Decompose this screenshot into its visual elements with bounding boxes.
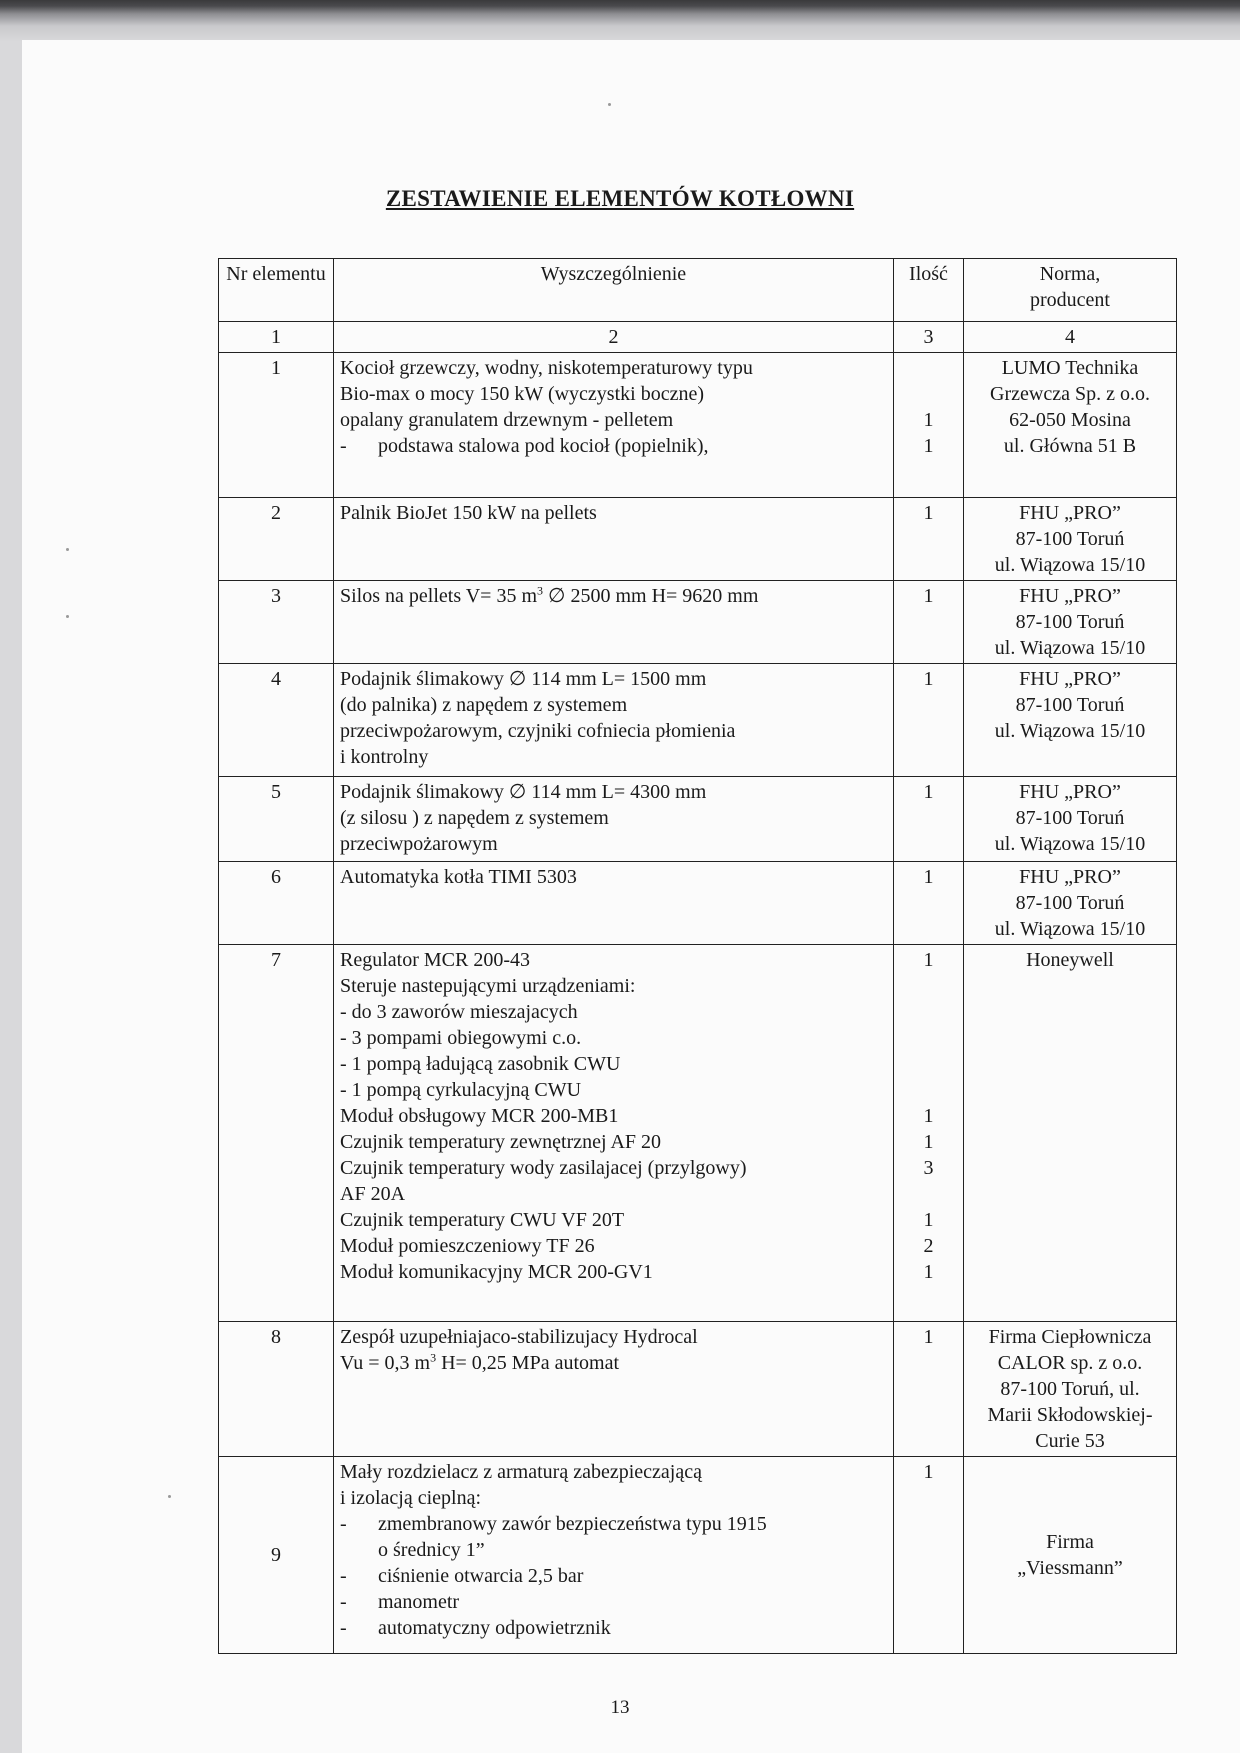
row-description: Podajnik ślimakowy ∅ 114 mm L= 1500 mm (do palnika) z napędem z systemem przeciwpożarowym, czyjniki cofniecia płomienia i kontrolny bbox=[334, 664, 894, 777]
table-row bbox=[219, 862, 1177, 945]
row-quantity: 1 bbox=[894, 664, 964, 777]
row-description: Kocioł grzewczy, wodny, niskotemperaturowy typu Bio-max o mocy 150 kW (wyczystki boczne) opalany granulatem drzewnym - pelletem - podstawa stalowa pod kocioł (popielnik), bbox=[334, 353, 894, 498]
row-quantity: 1 1 bbox=[894, 353, 964, 498]
row-producer: Firma Ciepłownicza CALOR sp. z o.o. 87-100 Toruń, ul. Marii Skłodowskiej- Curie 53 bbox=[964, 1322, 1177, 1457]
table-row bbox=[219, 581, 1177, 664]
table-row bbox=[219, 664, 1177, 777]
header-nr: Nr elementu bbox=[219, 259, 334, 322]
row-number: 5 bbox=[219, 777, 334, 862]
row-quantity: 1 bbox=[894, 498, 964, 581]
header-description: Wyszczególnienie bbox=[334, 259, 894, 322]
table-row bbox=[219, 1322, 1177, 1457]
page-number: 13 bbox=[610, 1697, 630, 1718]
table-header-row bbox=[219, 259, 1177, 322]
row-producer: FHU „PRO” 87-100 Toruń ul. Wiązowa 15/10 bbox=[964, 664, 1177, 777]
row-producer: FHU „PRO” 87-100 Toruń ul. Wiązowa 15/10 bbox=[964, 777, 1177, 862]
row-quantity: 1 bbox=[894, 777, 964, 862]
row-description: Palnik BioJet 150 kW na pellets bbox=[334, 498, 894, 581]
row-quantity: 1 bbox=[894, 1322, 964, 1457]
row-producer: FHU „PRO” 87-100 Toruń ul. Wiązowa 15/10 bbox=[964, 498, 1177, 581]
row-quantity: 1 bbox=[894, 862, 964, 945]
column-number: 1 bbox=[219, 322, 334, 353]
column-number-row bbox=[219, 322, 1177, 353]
components-table bbox=[218, 258, 1177, 1654]
table-row bbox=[219, 1457, 1177, 1654]
row-quantity: 1 bbox=[894, 581, 964, 664]
scan-speck bbox=[66, 615, 69, 618]
row-producer: Firma „Viessmann” bbox=[964, 1457, 1177, 1654]
row-producer: Honeywell bbox=[964, 945, 1177, 1322]
document-title: ZESTAWIENIE ELEMENTÓW KOTŁOWNI bbox=[385, 186, 855, 211]
row-quantity: 1 1 1 3 1 2 1 bbox=[894, 945, 964, 1322]
row-description: Podajnik ślimakowy ∅ 114 mm L= 4300 mm (z silosu ) z napędem z systemem przeciwpożarowym bbox=[334, 777, 894, 862]
row-number: 9 bbox=[219, 1457, 334, 1654]
row-producer: FHU „PRO” 87-100 Toruń ul. Wiązowa 15/10 bbox=[964, 862, 1177, 945]
row-description: Zespół uzupełniajaco-stabilizujacy Hydrocal Vu = 0,3 $m^3$ H= 0,25 MPa automat bbox=[334, 1322, 894, 1457]
scanner-edge bbox=[0, 0, 1240, 42]
table-row bbox=[219, 353, 1177, 498]
column-number: 4 bbox=[964, 322, 1177, 353]
row-number: 3 bbox=[219, 581, 334, 664]
row-description: Mały rozdzielacz z armaturą zabezpieczającą i izolacją cieplną: - zmembranowy zawór bezpieczeństwa typu 1915 o średnicy 1” - ciśnienie otwarcia 2,5 bar - manometr - automatyczny odpowietrznik bbox=[334, 1457, 894, 1654]
row-description: Automatyka kotła TIMI 5303 bbox=[334, 862, 894, 945]
scan-speck bbox=[168, 1495, 171, 1498]
table-row bbox=[219, 498, 1177, 581]
header-quantity: Ilość bbox=[894, 259, 964, 322]
row-quantity: 1 bbox=[894, 1457, 964, 1654]
scan-speck bbox=[66, 548, 69, 551]
table-row bbox=[219, 945, 1177, 1322]
row-number: 8 bbox=[219, 1322, 334, 1457]
row-description: Silos na pellets V= 35 $m^3$ ∅ 2500 mm H= 9620 mm bbox=[334, 581, 894, 664]
scan-speck bbox=[608, 103, 611, 106]
row-number: 1 bbox=[219, 353, 334, 498]
row-number: 4 bbox=[219, 664, 334, 777]
row-number: 6 bbox=[219, 862, 334, 945]
row-number: 7 bbox=[219, 945, 334, 1322]
row-producer: FHU „PRO” 87-100 Toruń ul. Wiązowa 15/10 bbox=[964, 581, 1177, 664]
row-producer: LUMO Technika Grzewcza Sp. z o.o. 62-050 Mosina ul. Główna 51 B bbox=[964, 353, 1177, 498]
table-row bbox=[219, 777, 1177, 862]
column-number: 2 bbox=[334, 322, 894, 353]
row-description: Regulator MCR 200-43 Steruje nastepującymi urządzeniami: - do 3 zaworów mieszajacych - 3 pompami obiegowymi c.o. - 1 pompą ładującą zasobnik CWU - 1 pompą cyrkulacyjną CWU Moduł obsługowy MCR 200-MB1 Czujnik temperatury zewnętrznej AF 20 Czujnik temperatury wody zasilajacej (przylgowy) AF 20A Czujnik temperatury CWU VF 20T Moduł pomieszczeniowy TF 26 Moduł komunikacyjny MCR 200-GV1 bbox=[334, 945, 894, 1322]
header-norm: Norma, producent bbox=[964, 259, 1177, 322]
row-number: 2 bbox=[219, 498, 334, 581]
column-number: 3 bbox=[894, 322, 964, 353]
